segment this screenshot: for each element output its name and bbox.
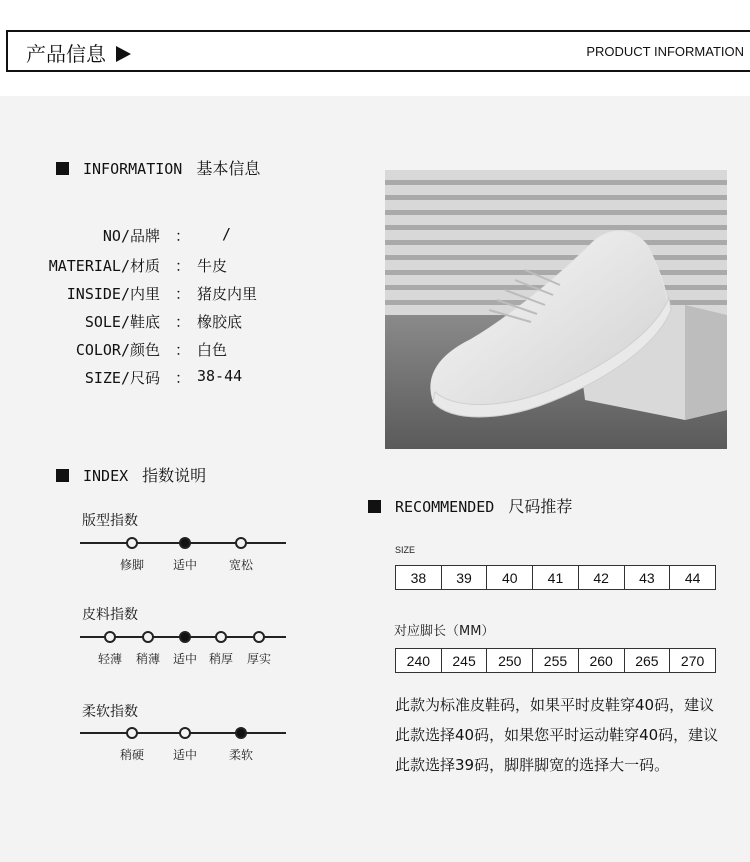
- size-cell: 44: [670, 566, 716, 590]
- foot-length-row: [396, 649, 716, 673]
- scale-dot: [179, 727, 191, 739]
- scale-label: 宽松: [228, 558, 254, 572]
- info-key: SOLE/鞋底: [84, 313, 160, 331]
- info-colon: ：: [175, 257, 191, 275]
- foot-length-label: 对应脚长（MM）: [394, 624, 495, 639]
- scale-dot: [235, 537, 247, 549]
- scale-label: 轻薄: [97, 652, 123, 666]
- size-cell: 42: [578, 566, 624, 590]
- info-colon: ：: [175, 313, 191, 331]
- foot-length-cell: 270: [670, 649, 716, 673]
- info-row: [0, 283, 360, 305]
- size-row: [396, 566, 716, 590]
- foot-length-cell: 245: [441, 649, 487, 673]
- foot-length-cell: 240: [396, 649, 442, 673]
- scale-label: 稍硬: [119, 748, 145, 762]
- square-bullet-icon: [368, 500, 381, 513]
- scale-dot: [253, 631, 265, 643]
- size-table: [395, 565, 716, 590]
- size-cell: 40: [487, 566, 533, 590]
- size-cell: 43: [624, 566, 670, 590]
- scale-label: 适中: [172, 748, 198, 762]
- section-header: [6, 30, 750, 72]
- scale-label: 适中: [172, 558, 198, 572]
- scale-label: 稍薄: [135, 652, 161, 666]
- info-row: [0, 255, 360, 277]
- information-heading: INFORMATION 基本信息: [56, 156, 260, 179]
- info-value: 牛皮: [197, 257, 228, 275]
- scale-label: 修脚: [119, 558, 145, 572]
- scale-dot: [126, 727, 138, 739]
- scale-dot: [215, 631, 227, 643]
- index-scale-title: 版型指数: [82, 513, 138, 529]
- scale-dot: [142, 631, 154, 643]
- info-row: [0, 367, 360, 389]
- product-photo: [385, 170, 727, 449]
- index-scale-title: 柔软指数: [82, 704, 138, 720]
- info-key: SIZE/尺码: [84, 369, 160, 387]
- index-scale: [80, 726, 286, 766]
- scale-dot-selected: [179, 537, 191, 549]
- info-key: NO/品牌: [102, 227, 160, 245]
- scale-dot-selected: [179, 631, 191, 643]
- index-heading: INDEX 指数说明: [56, 463, 206, 486]
- foot-length-cell: 265: [624, 649, 670, 673]
- header-title-cn: 产品信息: [26, 38, 131, 67]
- size-advice-text: 此款为标准皮鞋码，如果平时皮鞋穿40码，建议此款选择40码，如果您平时运动鞋穿40码，建议此款选择39码，脚胖脚宽的选择大一码。: [395, 696, 719, 774]
- foot-length-cell: 260: [578, 649, 624, 673]
- info-row: [0, 225, 360, 247]
- scale-dot-selected: [235, 727, 247, 739]
- square-bullet-icon: [56, 469, 69, 482]
- info-colon: ：: [175, 341, 191, 359]
- index-scale: [80, 630, 286, 670]
- info-value: 猪皮内里: [197, 285, 258, 303]
- index-scale-title: 皮料指数: [82, 607, 138, 623]
- info-value: 橡胶底: [197, 313, 243, 331]
- info-colon: ：: [175, 227, 191, 245]
- info-colon: ：: [175, 285, 191, 303]
- info-value: 38-44: [197, 367, 243, 385]
- play-arrow-icon: [116, 46, 131, 62]
- info-key: INSIDE/内里: [66, 285, 160, 303]
- foot-length-cell: 255: [533, 649, 579, 673]
- scale-dot: [104, 631, 116, 643]
- info-row: [0, 311, 360, 333]
- size-cell: 38: [396, 566, 442, 590]
- white-sneaker-image: [385, 170, 727, 449]
- size-label: SIZE: [395, 545, 416, 555]
- foot-length-cell: 250: [487, 649, 533, 673]
- info-value: 白色: [197, 341, 228, 359]
- scale-label: 柔软: [228, 748, 254, 762]
- recommended-heading: RECOMMENDED 尺码推荐: [368, 494, 572, 517]
- foot-length-table: [395, 648, 716, 673]
- info-value: /: [222, 225, 232, 243]
- size-cell: 39: [441, 566, 487, 590]
- scale-label: 厚实: [246, 652, 272, 666]
- info-row: [0, 339, 360, 361]
- info-key: COLOR/颜色: [75, 341, 160, 359]
- index-scale: [80, 536, 286, 576]
- scale-dot: [126, 537, 138, 549]
- info-colon: ：: [175, 369, 191, 387]
- size-cell: 41: [533, 566, 579, 590]
- square-bullet-icon: [56, 162, 69, 175]
- header-title-en: PRODUCT INFORMATION: [586, 44, 744, 59]
- info-key: MATERIAL/材质: [48, 257, 160, 275]
- scale-label: 适中: [172, 652, 198, 666]
- scale-label: 稍厚: [208, 652, 234, 666]
